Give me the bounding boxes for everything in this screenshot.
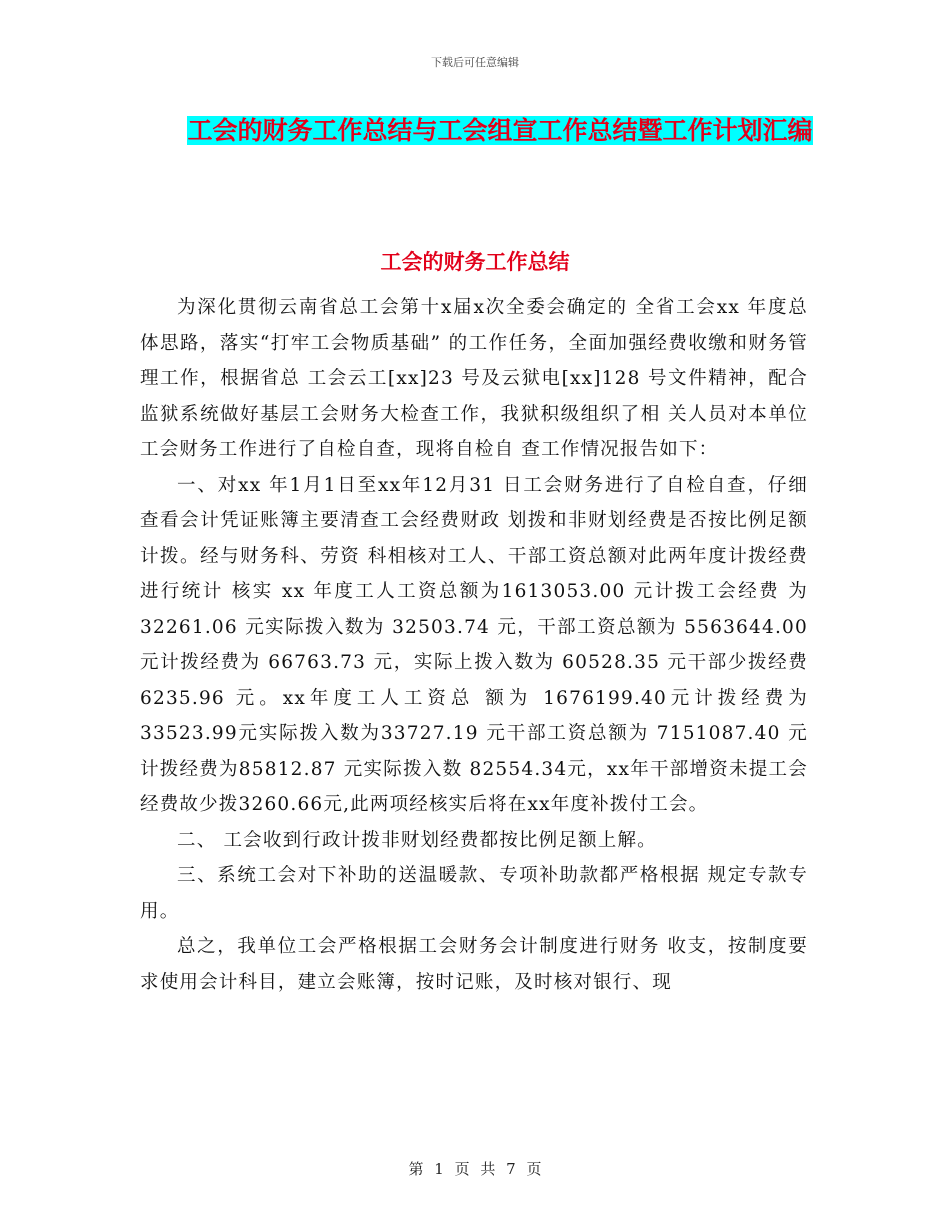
document-body bbox=[140, 290, 808, 1000]
paragraph-item-1: 一、对xx 年1月1日至xx年12月31 日工会财务进行了自检自查，仔细查看会计凭证账簿主要清查工会经费财政 划拨和非财划经费是否按比例足额计拨。经与财务科、劳资 科相核对工人、干部工资总额对此两年度计拨经费进行统计 核实 xx 年度工人工资总额为1613053.00 元计拨工会经费 为32261.06 元实际拨入数为 32503.74 元，干部工资总额为 5563644.00 元计拨经费为 66763.73 元，实际上拨入数为 60528.35 元干部少拨经费6235.96 元。xx年度工人工资总 额为 1676199.40元计拨经费为33523.99元实际拨入数为33727.19 元干部工资总额为 7151087.40 元计拨经费为85812.87 元实际拨入数 82554.34元，xx年干部增资未提工会经费故少拨3260.66元,此两项经核实后将在xx年度补拨付工会。 bbox=[140, 474, 808, 815]
section-title: 工会的财务工作总结 bbox=[380, 250, 570, 274]
paragraph-item-3: 三、系统工会对下补助的送温暖款、专项补助款都严格根据 规定专款专用。 bbox=[140, 865, 808, 922]
paragraph-intro: 为深化贯彻云南省总工会第十x届x次全委会确定的 全省工会xx 年度总体思路，落实“打牢工会物质基础” 的工作任务，全面加强经费收缴和财务管理工作，根据省总 工会云工[xx]23 号及云狱电[xx]128 号文件精神，配合 监狱系统做好基层工会财务大检查工作，我狱积级组织了相 关人员对本单位工会财务工作进行了自检自查，现将自检自 查工作情况报告如下： bbox=[140, 297, 808, 460]
document-title bbox=[140, 108, 860, 154]
page-footer: 第 1 页 共 7 页 bbox=[408, 1160, 542, 1178]
paragraph-item-2: 二、 工会收到行政计拨非财划经费都按比例足额上解。 bbox=[177, 829, 657, 851]
paragraph-summary: 总之，我单位工会严格根据工会财务会计制度进行财务 收支，按制度要求使用会计科目，建立会账簿，按时记账，及时核对银行、现 bbox=[140, 936, 808, 993]
header-note: 下载后可任意编辑 bbox=[431, 56, 519, 69]
document-title-text: 工会的财务工作总结与工会组宣工作总结暨工作计划汇编 bbox=[187, 116, 813, 145]
